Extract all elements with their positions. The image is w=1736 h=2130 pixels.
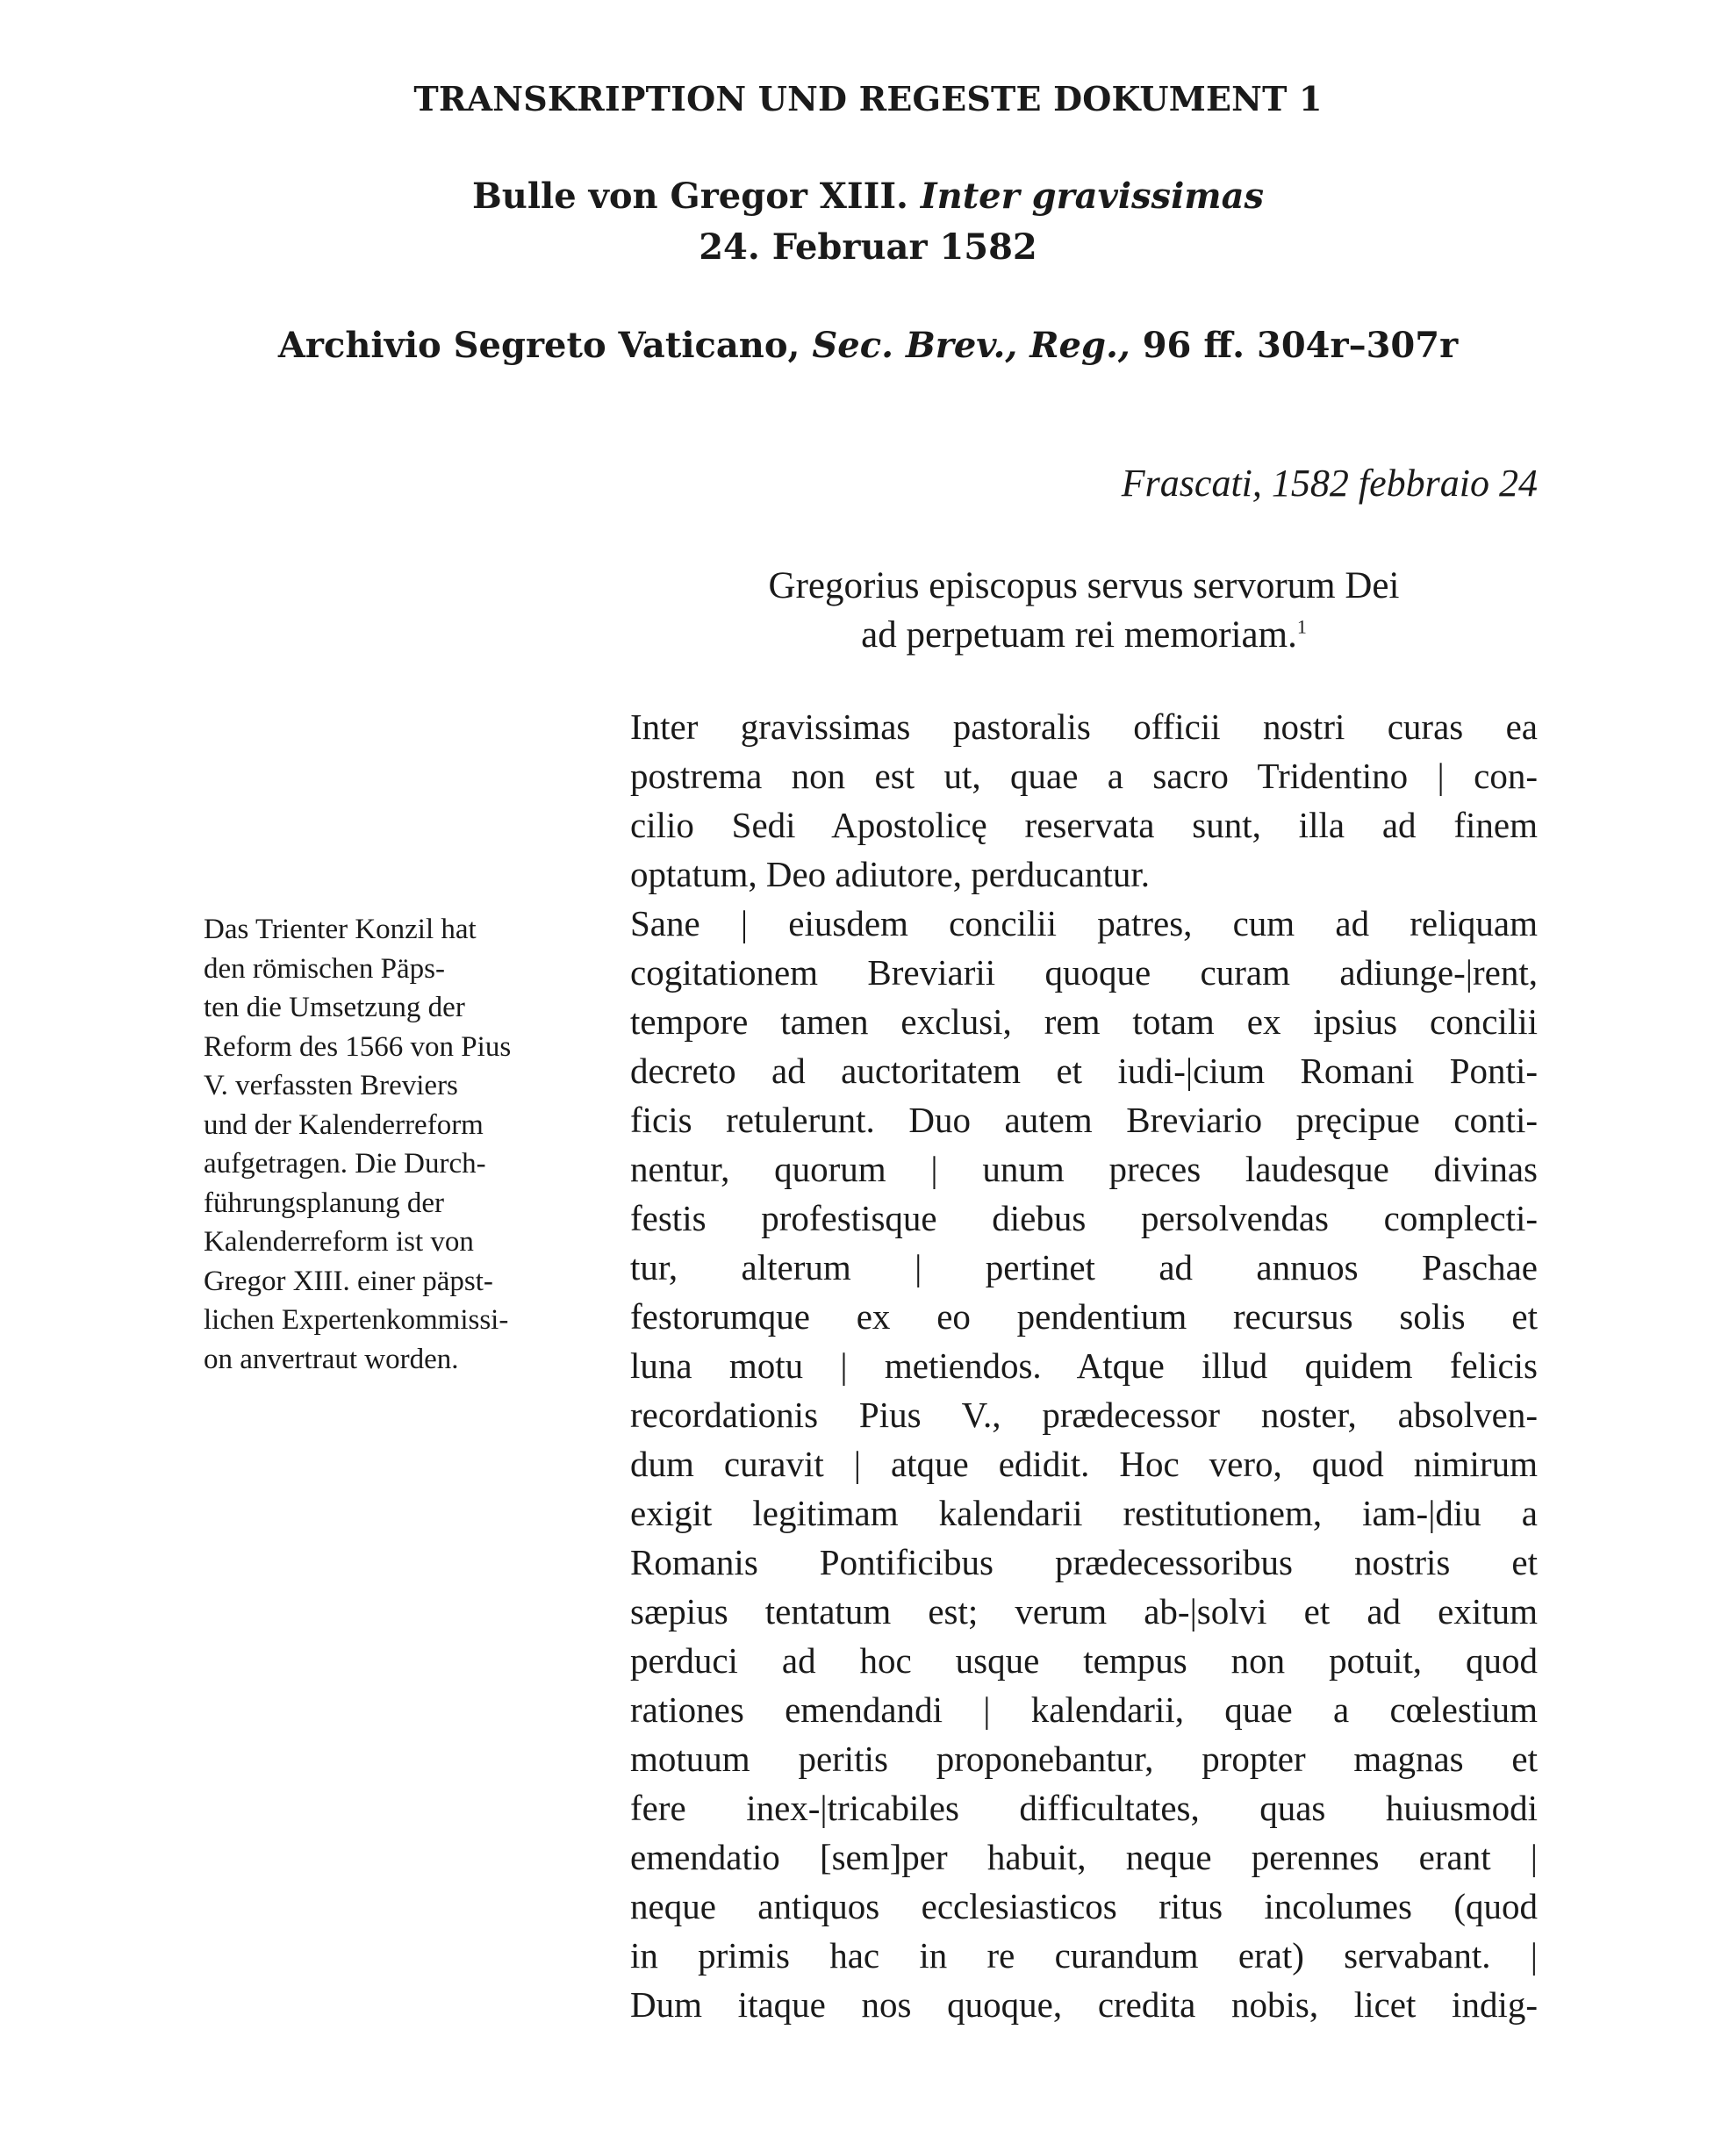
- body-text-line: rationes emendandi | kalendarii, quae a cœlestium: [630, 1689, 1538, 1730]
- margin-note-line: aufgetragen. Die Durch-: [204, 1148, 486, 1180]
- body-text-line: festis profestisque diebus persolvendas complecti-: [630, 1198, 1538, 1238]
- body-text-line: dum curavit | atque edidit. Hoc vero, quod nimirum: [630, 1444, 1538, 1484]
- margin-note-line: lichen Expertenkommissi-: [204, 1304, 509, 1336]
- margin-note-line: Das Trienter Konzil hat: [204, 914, 477, 945]
- body-text-line: tempore tamen exclusi, rem totam ex ipsius concilii: [630, 1001, 1538, 1042]
- body-text-line: ficis retulerunt. Duo autem Breviario pręcipue conti-: [630, 1100, 1538, 1140]
- body-text-line: festorumque ex eo pendentium recursus solis et: [630, 1296, 1538, 1337]
- margin-note-line: Kalenderreform ist von: [204, 1226, 474, 1258]
- body-text-line: neque antiquos ecclesiasticos ritus incolumes (quod: [630, 1886, 1538, 1926]
- body-text-line: fere inex-|tricabiles difficultates, quas huiusmodi: [630, 1788, 1538, 1828]
- body-text-line: postrema non est ut, quae a sacro Tridentino | con-: [630, 756, 1538, 796]
- margin-note-line: den römischen Päps-: [204, 952, 445, 985]
- archive-reference: [0, 325, 1736, 366]
- margin-note-line: Gregor XIII. einer päpst-: [204, 1265, 493, 1297]
- body-text-line: optatum, Deo adiutore, perducantur.: [630, 854, 1151, 894]
- document-title: TRANSKRIPTION UND REGESTE DOKUMENT 1: [413, 79, 1323, 118]
- salutation-line-2-text: ad perpetuam rei memoriam.: [861, 614, 1297, 656]
- footnote-marker: 1: [1296, 615, 1307, 638]
- body-text-line: Inter gravissimas pastoralis officii nostri curas ea: [630, 706, 1538, 747]
- margin-note-line: führungsplanung der: [204, 1187, 445, 1219]
- place-date: Frascati, 1582 febbraio 24: [1121, 462, 1538, 505]
- main-text: [630, 702, 1538, 2029]
- body-text-line: Romanis Pontificibus prædecessoribus nostris et: [630, 1542, 1538, 1582]
- margin-note-line: ten die Umsetzung der: [204, 992, 465, 1023]
- body-text-line: in primis hac in re curandum erat) servabant. |: [630, 1935, 1538, 1976]
- margin-note-line: Reform des 1566 von Pius: [204, 1030, 512, 1063]
- salutation-line-1: Gregorius episcopus servus servorum Dei: [768, 565, 1400, 606]
- margin-note-line: und der Kalenderreform: [204, 1108, 484, 1141]
- body-text-line: decreto ad auctoritatem et iudi-|cium Romani Ponti-: [630, 1051, 1538, 1091]
- body-text-line: perduci ad hoc usque tempus non potuit, quod: [630, 1640, 1538, 1681]
- margin-note-line: on anvertraut worden.: [204, 1343, 459, 1375]
- body-text-line: motuum peritis proponebantur, propter magnas et: [630, 1739, 1538, 1779]
- body-text-line: sæpius tentatum est; verum ab-|solvi et ad exitum: [630, 1591, 1538, 1632]
- body-text-line: emendatio [sem]per habuit, neque perennes erant |: [630, 1837, 1538, 1877]
- salutation-line-2: [630, 611, 1538, 660]
- body-text-line: tur, alterum | pertinet ad annuos Paschae: [630, 1247, 1538, 1287]
- salutation: [630, 562, 1538, 660]
- margin-note-line: V. verfassten Breviers: [204, 1070, 458, 1101]
- body-text-line: luna motu | metiendos. Atque illud quidem felicis: [630, 1345, 1538, 1386]
- archive-folios: 96 ff. 304r–307r: [1130, 325, 1459, 366]
- body-text-line: cilio Sedi Apostolicę reservata sunt, illa ad finem: [630, 805, 1538, 845]
- bull-heading-title: Inter gravissimas: [920, 176, 1265, 217]
- bull-date-heading: 24. Februar 1582: [699, 226, 1037, 268]
- body-text-line: Dum itaque nos quoque, credita nobis, licet indig-: [630, 1984, 1538, 2025]
- margin-note: [204, 910, 590, 1379]
- archive-series: Sec. Brev., Reg.,: [812, 325, 1130, 366]
- body-text-line: recordationis Pius V., prædecessor noster, absolven-: [630, 1395, 1538, 1435]
- body-text-line: Sane | eiusdem concilii patres, cum ad reliquam: [630, 903, 1538, 943]
- bull-heading-prefix: Bulle von Gregor XIII.: [471, 176, 921, 217]
- body-text-line: cogitationem Breviarii quoque curam adiunge-|rent,: [630, 952, 1538, 993]
- archive-name: Archivio Segreto Vaticano,: [277, 325, 813, 366]
- bull-heading: [0, 176, 1736, 217]
- body-text-line: exigit legitimam kalendarii restitutionem, iam-|diu a: [630, 1493, 1538, 1533]
- body-text-line: nentur, quorum | unum preces laudesque divinas: [630, 1149, 1538, 1189]
